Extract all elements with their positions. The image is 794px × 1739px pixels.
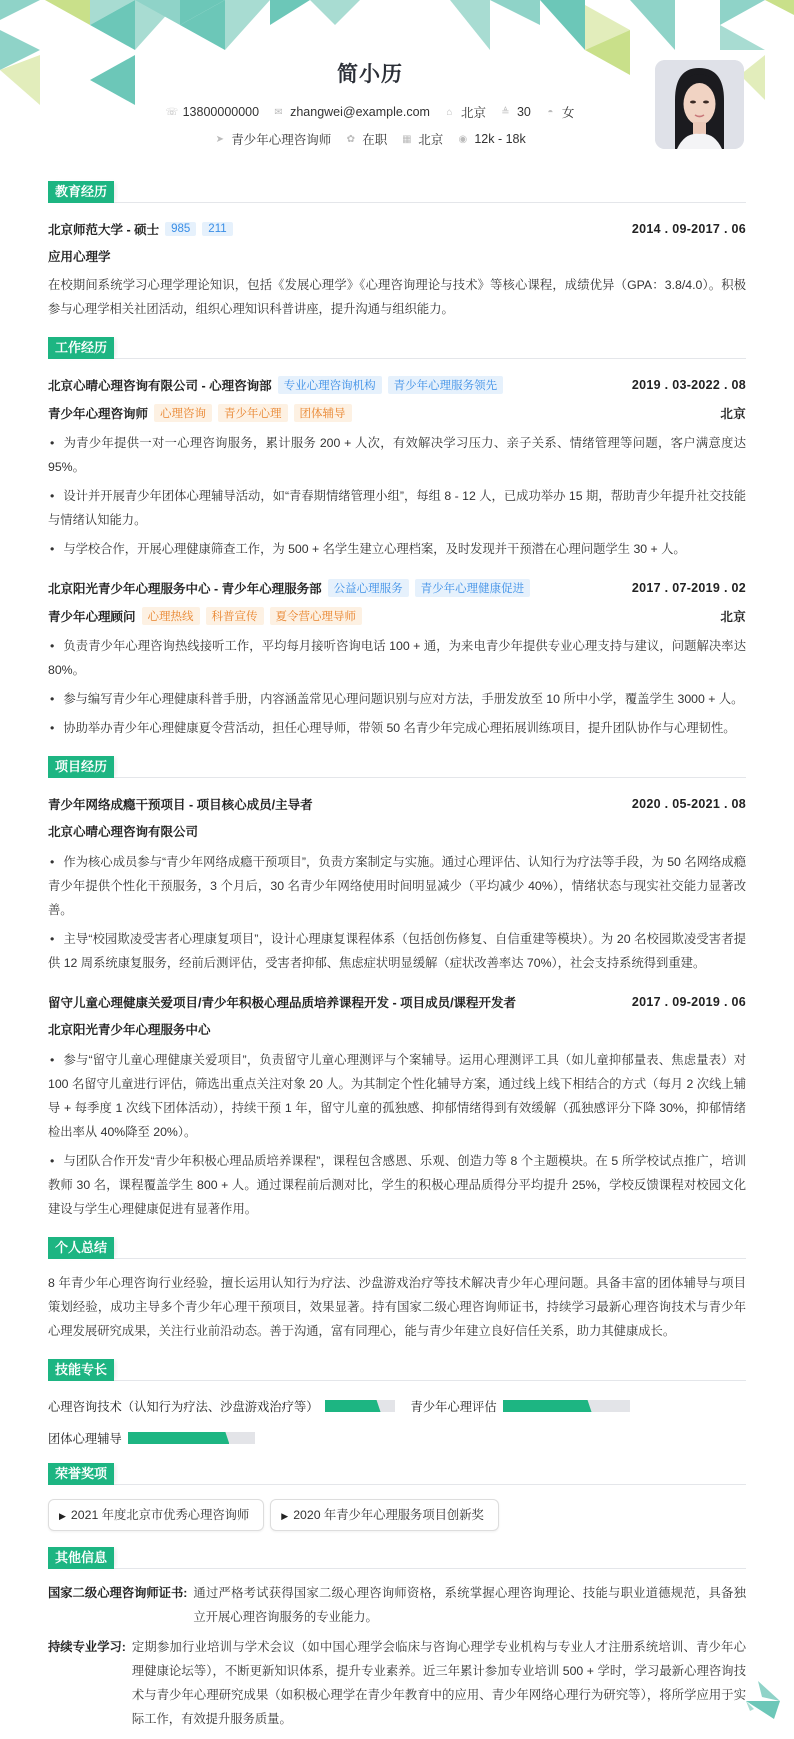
work-location: 北京 <box>720 610 746 624</box>
skill-progress-bar <box>503 1400 630 1412</box>
skill-item <box>48 1397 395 1415</box>
target-city-item: ▦ 北京 <box>402 133 444 147</box>
other-section <box>48 1545 746 1731</box>
send-icon: ➤ <box>215 133 224 145</box>
skill-progress-bar <box>325 1400 395 1412</box>
skills-section <box>48 1357 746 1447</box>
email-item: ✉ zhangwei@example.com <box>274 105 430 119</box>
major: 应用心理学 <box>48 250 111 264</box>
project-name: 留守儿童心理健康关爱项目/青少年积极心理品质培养课程开发 - 项目成员/课程开发者 <box>48 996 517 1010</box>
hometown-item: ⌂ 北京 <box>444 103 486 121</box>
project-org: 北京阳光青少年心理服务中心 <box>48 1023 211 1037</box>
triangle-right-icon: ▶ <box>281 1511 289 1521</box>
education-header-row <box>48 215 746 243</box>
age-item: ≜ 30 <box>501 105 531 119</box>
work-item <box>48 371 746 561</box>
summary-text: 8 年青少年心理咨询行业经验，擅长运用认知行为疗法、沙盘游戏治疗等技术解决青少年心理问题。具备丰富的团体辅导与项目策划经验，成功主导多个青少年心理干预项目，效果显著。持有国家二级心理咨询师证书，持续学习最新心理咨询技术与青少年心理发展研究成果，关注行业前沿动态。善于沟通，富有同理心，能与青少年建立良好信任关系，助力其健康成长。 <box>48 1276 746 1338</box>
building-icon: ▦ <box>402 133 412 145</box>
contact-info-row <box>0 103 740 121</box>
role-tag: 夏令营心理导师 <box>270 607 363 625</box>
company-name: 北京阳光青少年心理服务中心 - 青少年心理服务部 <box>48 582 322 596</box>
job-role: 青少年心理顾问 <box>48 610 136 624</box>
section-title-other: 其他信息 <box>48 1547 114 1569</box>
skill-progress-bar <box>128 1432 255 1444</box>
skill-item <box>411 1397 630 1415</box>
skill-name: 青少年心理评估 <box>410 1400 497 1414</box>
project-bullet: • 作为核心成员参与“青少年网络成瘾干预项目”，负责方案制定与实施。通过心理评估、认知行为疗法等手段，为 50 名网络成瘾青少年提供个性化干预服务，3 个月后，30 名青少年网络使用时间明显减少（平均减少 40%），情绪状态与现实社交能力显著改善。 <box>48 850 746 922</box>
projects-section <box>48 754 746 1221</box>
status-icon: ✿ <box>346 133 355 145</box>
education-date: 2014 . 09-2017 . 06 <box>631 222 746 236</box>
work-bullet: • 负责青少年心理咨询热线接听工作，平均每月接听咨询电话 100 + 通，为来电青少年提供专业心理支持与建议，问题解决率达 80%。 <box>48 634 746 682</box>
role-tag: 团体辅导 <box>294 404 352 422</box>
other-info-text: 定期参加行业培训与学术会议（如中国心理学会临床与咨询心理学专业机构与专业人才注册系统培训、青少年心理健康论坛等），不断更新知识体系，提升专业素养。近三年累计参加专业培训 500 + 学时，学习最新心理咨询技术与青少年心理研究成果（如积极心理学在青少年教育中的应用、青少年网络心理行为研究等），将所学应用于实际工作，有效提升服务质量。 <box>131 1640 746 1726</box>
project-item <box>48 988 746 1221</box>
project-bullet: • 参与“留守儿童心理健康关爱项目”，负责留守儿童心理测评与个案辅导。运用心理测评工具（如儿童抑郁量表、焦虑量表）对 100 名留守儿童进行评估，筛选出重点关注对象 20 人。为其制定个性化辅导方案，通过线上线下相结合的方式（每月 2 次线上辅导 + 每季度 1 次线下团体活动），持续干预 1 年，留守儿童的孤独感、抑郁情绪得到有效缓解（孤独感评分下降 30%，抑郁情绪检出率从 40%降至 20%）。 <box>48 1048 746 1144</box>
school-name: 北京师范大学 - 硕士 <box>48 223 160 237</box>
work-bullet: • 为青少年提供一对一心理咨询服务，累计服务 200 + 人次，有效解决学习压力、亲子关系、情绪管理等问题，客户满意度达 95%。 <box>48 431 746 479</box>
skill-name: 心理咨询技术（认知行为疗法、沙盘游戏治疗等） <box>48 1400 319 1414</box>
salary-icon: ◉ <box>458 133 468 145</box>
project-org: 北京心晴心理咨询有限公司 <box>48 825 199 839</box>
gender-icon: ◓ <box>547 106 554 118</box>
work-date: 2017 . 07-2019 . 02 <box>631 581 746 595</box>
other-info-text: 通过严格考试获得国家二级心理咨询师资格，系统掌握心理咨询理论、技能与职业道德规范，具备独立开展心理咨询服务的专业能力。 <box>193 1586 746 1624</box>
profile-photo <box>655 60 744 149</box>
project-date: 2017 . 09-2019 . 06 <box>631 995 746 1009</box>
job-info-row <box>0 130 740 148</box>
role-tag: 青少年心理 <box>218 404 288 422</box>
age-icon: ≜ <box>501 106 510 118</box>
work-bullet: • 与学校合作，开展心理健康筛查工作，为 500 + 名学生建立心理档案，及时发现并干预潜在心理问题学生 30 + 人。 <box>48 537 746 561</box>
section-title-projects: 项目经历 <box>48 756 114 778</box>
honor-item: ▶ 2021 年度北京市优秀心理咨询师 <box>48 1499 264 1531</box>
project-bullet: • 主导“校园欺凌受害者心理康复项目”，设计心理康复课程体系（包括创伤修复、自信重建等模块）。为 20 名校园欺凌受害者提供 12 周系统康复服务，经前后测评估，受害者抑郁、焦虑症状明显缓解（症状改善率达 70%），社会支持系统得到重建。 <box>48 927 746 975</box>
other-info-item <box>48 1581 746 1629</box>
job-role: 青少年心理咨询师 <box>48 407 149 421</box>
corner-decoration-icon <box>744 1679 780 1719</box>
education-section <box>48 179 746 321</box>
skill-name: 团体心理辅导 <box>48 1432 122 1446</box>
work-bullet: • 协助举办青少年心理健康夏令营活动，担任心理导师，带领 50 名青少年完成心理拓展训练项目，提升团队协作与心理韧性。 <box>48 716 746 740</box>
section-title-summary: 个人总结 <box>48 1237 114 1259</box>
salary-item: ◉ 12k - 18k <box>458 132 526 146</box>
section-title-skills: 技能专长 <box>48 1359 114 1381</box>
honors-section <box>48 1461 746 1531</box>
work-date: 2019 . 03-2022 . 08 <box>631 378 746 392</box>
section-title-work: 工作经历 <box>48 337 114 359</box>
skill-item <box>48 1429 746 1447</box>
work-bullet: • 设计并开展青少年团体心理辅导活动，如“青春期情绪管理小组”，每组 8 - 12 人，已成功举办 15 期，帮助青少年提升社交技能与情绪认知能力。 <box>48 484 746 532</box>
company-name: 北京心晴心理咨询有限公司 - 心理咨询部 <box>48 379 272 393</box>
project-bullet: • 与团队合作开发“青少年积极心理品质培养课程”，课程包含感恩、乐观、创造力等 8 个主题模块。在 5 所学校试点推广，培训教师 30 名，课程覆盖学生 800 + 人。通过课程前后测对比，学生的积极心理品质得分平均提升 25%，学校反馈课程对校园文化建设与学生心理健康促进有显著作用。 <box>48 1149 746 1221</box>
summary-section <box>48 1235 746 1343</box>
work-section <box>48 335 746 740</box>
work-bullet: • 参与编写青少年心理健康科普手册，内容涵盖常见心理问题识别与应对方法，手册发放至 10 所中小学，覆盖学生 3000 + 人。 <box>48 687 746 711</box>
project-date: 2020 . 05-2021 . 08 <box>631 797 746 811</box>
school-tag: 211 <box>202 222 232 236</box>
company-tag: 青少年心理服务领先 <box>388 376 504 394</box>
resume-header <box>0 0 794 165</box>
avatar-portrait-icon <box>655 60 744 149</box>
school-tag: 985 <box>165 222 196 236</box>
company-tag: 专业心理咨询机构 <box>278 376 382 394</box>
work-item <box>48 574 746 740</box>
role-tag: 科普宣传 <box>206 607 264 625</box>
work-location: 北京 <box>720 407 746 421</box>
phone-icon: ☏ <box>165 106 179 118</box>
target-position-item: ➤ 青少年心理咨询师 <box>215 133 332 147</box>
other-info-item <box>48 1635 746 1731</box>
home-icon: ⌂ <box>446 106 453 118</box>
gender-item: ◓ 女 <box>545 103 575 121</box>
job-status-item: ✿ 在职 <box>346 133 388 147</box>
project-name: 青少年网络成瘾干预项目 - 项目核心成员/主导者 <box>48 798 313 812</box>
company-tag: 青少年心理健康促进 <box>415 579 531 597</box>
mail-icon: ✉ <box>274 106 283 118</box>
company-tag: 公益心理服务 <box>328 579 409 597</box>
candidate-name: 简小历 <box>337 63 403 86</box>
other-info-label: 持续专业学习: <box>48 1640 126 1654</box>
honor-item: ▶ 2020 年青少年心理服务项目创新奖 <box>270 1499 499 1531</box>
role-tag: 心理热线 <box>142 607 200 625</box>
phone-item: ☏ 13800000000 <box>165 105 260 119</box>
section-title-honors: 荣誉奖项 <box>48 1463 114 1485</box>
education-description: 在校期间系统学习心理学理论知识，包括《发展心理学》《心理咨询理论与技术》等核心课程，成绩优异（GPA：3.8/4.0）。积极参与心理学相关社团活动，组织心理知识科普讲座，提升沟通与组织能力。 <box>48 278 746 316</box>
section-title-education: 教育经历 <box>48 181 114 203</box>
triangle-right-icon: ▶ <box>59 1511 66 1521</box>
other-info-label: 国家二级心理咨询师证书: <box>48 1586 188 1600</box>
role-tag: 心理咨询 <box>154 404 212 422</box>
project-item <box>48 790 746 975</box>
